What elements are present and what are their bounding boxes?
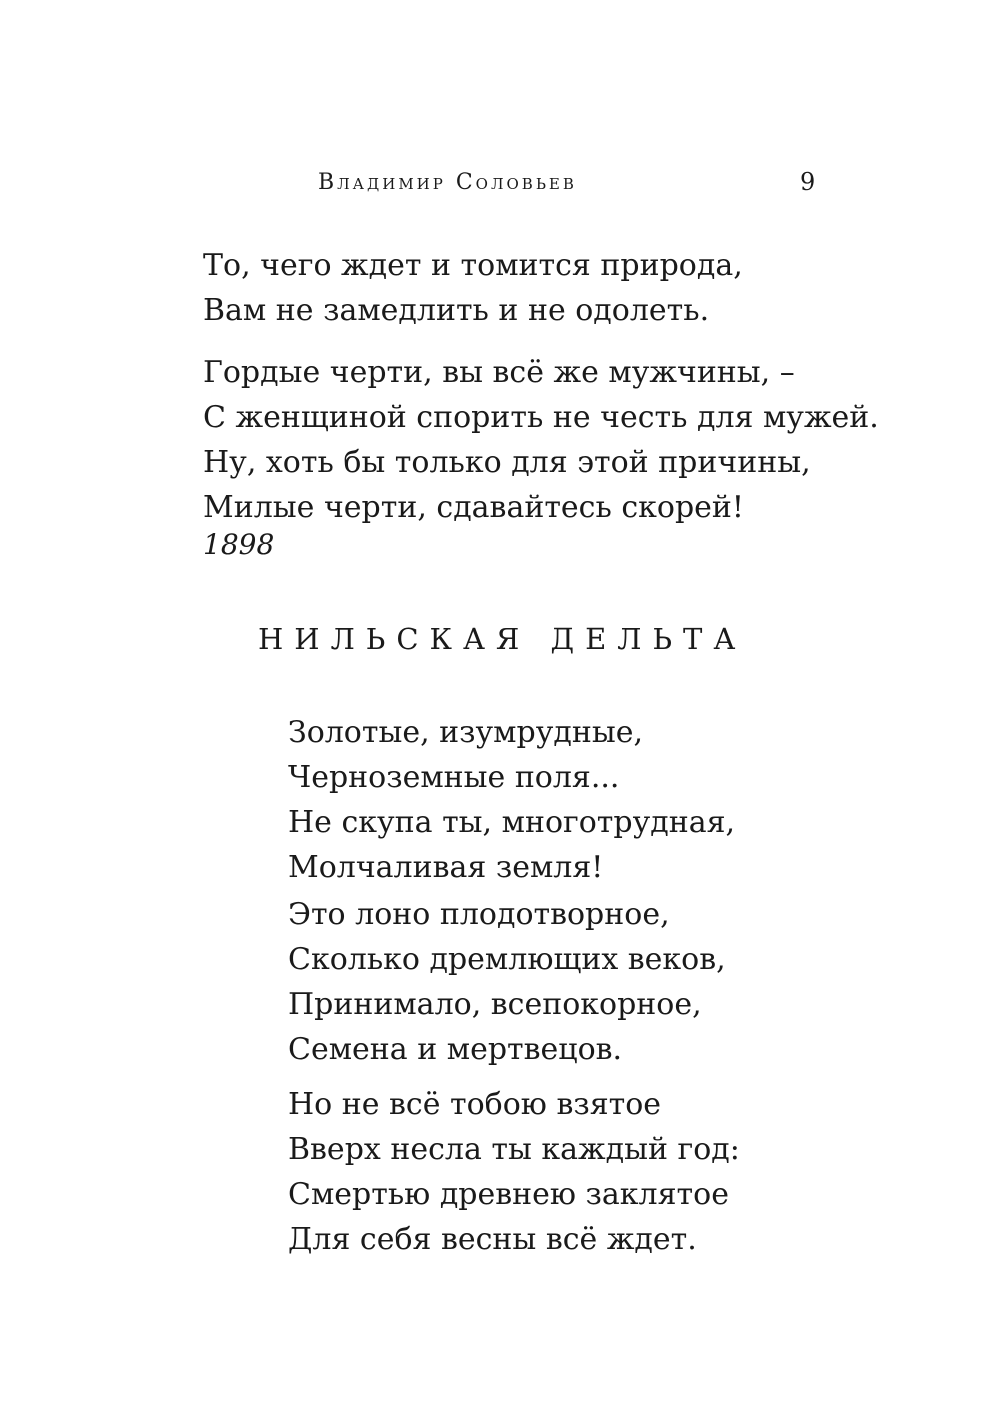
verse-line: Не скупа ты, многотрудная, (288, 805, 736, 840)
verse-line: Принимало, всепокорное, (288, 987, 702, 1022)
verse-line: Ну, хоть бы только для этой причины, (203, 445, 811, 480)
verse-line: Молчаливая земля! (288, 850, 604, 885)
poem2-stanza-3 (288, 1082, 740, 1262)
page-number: 9 (800, 168, 816, 196)
verse-line: Милые черти, сдавайтесь скорей! (203, 490, 744, 525)
verse-line: Гордые черти, вы всё же мужчины, – (203, 355, 795, 390)
poem-date: 1898 (203, 528, 275, 561)
verse-line: Черноземные поля... (288, 760, 620, 795)
poem1-stanza-1 (203, 243, 743, 333)
poem-title: НИЛЬСКАЯ ДЕЛЬТА (258, 622, 747, 656)
poem2-stanza-2 (288, 892, 726, 1072)
verse-line: Это лоно плодотворное, (288, 897, 670, 932)
verse-line: Для себя весны всё ждет. (288, 1222, 697, 1257)
verse-line: Вам не замедлить и не одолеть. (203, 293, 710, 328)
poem2-stanza-1 (288, 710, 735, 890)
verse-line: Но не всё тобою взятое (288, 1087, 662, 1122)
verse-line: Золотые, изумрудные, (288, 715, 644, 750)
verse-line: Семена и мертвецов. (288, 1032, 623, 1067)
verse-line: Смертью древнею заклятое (288, 1177, 729, 1212)
verse-line: С женщиной спорить не честь для мужей. (203, 400, 879, 435)
verse-line: То, чего ждет и томится природа, (203, 248, 743, 283)
running-head: Владимир Соловьев (318, 170, 577, 195)
verse-line: Вверх несла ты каждый год: (288, 1132, 740, 1167)
poem1-stanza-2 (203, 350, 879, 530)
verse-line: Сколько дремлющих веков, (288, 942, 726, 977)
